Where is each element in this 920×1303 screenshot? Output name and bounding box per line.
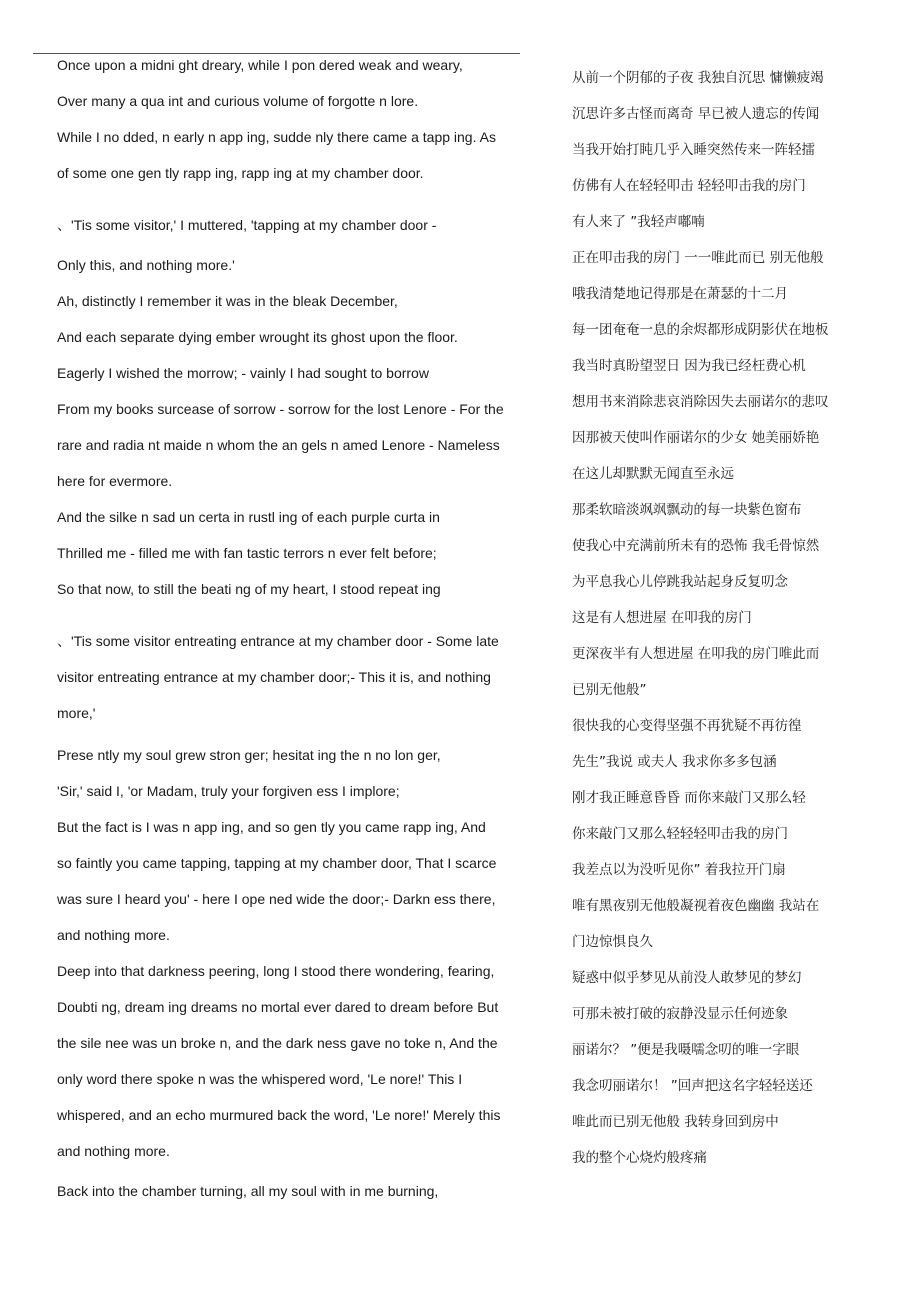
english-line: Only this, and nothing more.' — [57, 257, 235, 273]
chinese-line: 更深夜半有人想进屋 在叩我的房门唯此而 — [572, 646, 820, 662]
chinese-line: 丽诺尔？ ”便是我嗫嚅念叨的唯一字眼 — [572, 1042, 800, 1058]
top-divider-line — [33, 53, 520, 54]
english-line: whispered, and an echo murmured back the word, 'Le nore!' Merely this — [57, 1107, 501, 1123]
english-line: Deep into that darkness peering, long I stood there wondering, fearing, — [57, 963, 495, 979]
english-line: But the fact is I was n app ing, and so gen tly you came rapp ing, And — [57, 819, 486, 835]
english-line: and nothing more. — [57, 927, 170, 943]
chinese-line: 为平息我心儿停跳我站起身反复叨念 — [572, 574, 788, 590]
chinese-line: 想用书来消除悲哀消除因失去丽诺尔的悲叹 — [572, 394, 829, 410]
chinese-line: 你来敲门又那么轻轻轻叩击我的房门 — [572, 826, 788, 842]
english-line: Over many a qua int and curious volume of forgotte n lore. — [57, 93, 419, 109]
chinese-line: 我的整个心烧灼般疼痛 — [572, 1150, 707, 1166]
chinese-line: 可那未被打破的寂静没显示任何迹象 — [572, 1006, 788, 1022]
chinese-line: 我差点以为没听见你” 着我拉开门扇 — [572, 862, 786, 878]
english-line: the sile nee was un broke n, and the dark ness gave no toke n, And the — [57, 1035, 498, 1051]
english-line: and nothing more. — [57, 1143, 170, 1159]
english-line: Doubti ng, dream ing dreams no mortal ever dared to dream before But — [57, 999, 499, 1015]
chinese-line: 正在叩击我的房门 一一唯此而已 别无他般 — [572, 250, 824, 266]
english-line: And the silke n sad un certa in rustl ing of each purple curta in — [57, 509, 440, 525]
english-line: Prese ntly my soul grew stron ger; hesitat ing the n no lon ger, — [57, 747, 441, 763]
english-line: here for evermore. — [57, 473, 173, 489]
english-line: Once upon a midni ght dreary, while I pon dered weak and weary, — [57, 57, 463, 73]
english-line: 、'Tis some visitor,' I muttered, 'tapping at my chamber door - — [57, 217, 437, 233]
english-line: visitor entreating entrance at my chamber door;- This it is, and nothing — [57, 669, 491, 685]
english-line: So that now, to still the beati ng of my heart, I stood repeat ing — [57, 581, 441, 597]
chinese-line: 每一团奄奄一息的余烬都形成阴影伏在地板 — [572, 322, 829, 338]
chinese-line: 仿佛有人在轻轻叩击 轻轻叩击我的房门 — [572, 178, 806, 194]
chinese-line: 当我开始打盹几乎入睡突然传来一阵轻擂 — [572, 142, 815, 158]
chinese-line: 那柔软暗淡飒飒飘动的每一块紫色窗布 — [572, 502, 802, 518]
english-line: Eagerly I wished the morrow; - vainly I had sought to borrow — [57, 365, 429, 381]
chinese-line: 我念叨丽诺尔！ ”回声把这名字轻轻送还 — [572, 1078, 813, 1094]
english-line: 、'Tis some visitor entreating entrance at my chamber door - Some late — [57, 633, 499, 649]
english-line: only word there spoke n was the whispered word, 'Le nore!' This I — [57, 1071, 463, 1087]
english-line: Thrilled me - filled me with fan tastic terrors n ever felt before; — [57, 545, 437, 561]
chinese-line: 唯此而已别无他般 我转身回到房中 — [572, 1114, 779, 1130]
chinese-line: 唯有黑夜别无他般凝视着夜色幽幽 我站在 — [572, 898, 820, 914]
english-line: more,' — [57, 705, 96, 721]
chinese-line: 疑惑中似乎梦见从前没人敢梦见的梦幻 — [572, 970, 802, 986]
chinese-line: 因那被天使叫作丽诺尔的少女 她美丽娇艳 — [572, 430, 820, 446]
english-line: Back into the chamber turning, all my soul with in me burning, — [57, 1183, 439, 1199]
english-line: rare and radia nt maide n whom the an gels n amed Lenore - Nameless — [57, 437, 500, 453]
english-line: was sure I heard you' - here I ope ned wide the door;- Darkn ess there, — [57, 891, 496, 907]
chinese-line: 我当时真盼望翌日 因为我已经枉费心机 — [572, 358, 806, 374]
chinese-line: 有人来了 ”我轻声嘟喃 — [572, 214, 705, 230]
english-line: Ah, distinctly I remember it was in the bleak December, — [57, 293, 398, 309]
chinese-line: 已别无他般” — [572, 682, 647, 698]
english-line: From my books surcease of sorrow - sorrow for the lost Lenore - For the — [57, 401, 504, 417]
english-line: 'Sir,' said I, 'or Madam, truly your forgiven ess I implore; — [57, 783, 400, 799]
chinese-line: 门边惊惧良久 — [572, 934, 653, 950]
english-line: And each separate dying ember wrought its ghost upon the floor. — [57, 329, 458, 345]
english-line: so faintly you came tapping, tapping at my chamber door, That I scarce — [57, 855, 497, 871]
chinese-line: 先生”我说 或夫人 我求你多多包涵 — [572, 754, 777, 770]
english-line: of some one gen tly rapp ing, rapp ing at my chamber door. — [57, 165, 424, 181]
chinese-line: 沉思许多古怪而离奇 早已被人遗忘的传闻 — [572, 106, 820, 122]
english-line: While I no dded, n early n app ing, sudde nly there came a tapp ing. As — [57, 129, 496, 145]
chinese-line: 哦我清楚地记得那是在萧瑟的十二月 — [572, 286, 788, 302]
chinese-line: 使我心中充满前所未有的恐怖 我毛骨惊然 — [572, 538, 820, 554]
chinese-line: 刚才我正睡意昏昏 而你来敲门又那么轻 — [572, 790, 806, 806]
chinese-line: 这是有人想进屋 在叩我的房门 — [572, 610, 752, 626]
chinese-line: 很快我的心变得坚强不再犹疑不再彷徨 — [572, 718, 802, 734]
chinese-line: 从前一个阴郁的子夜 我独自沉思 慵懒疲竭 — [572, 70, 824, 86]
chinese-line: 在这儿却默默无闻直至永远 — [572, 466, 734, 482]
